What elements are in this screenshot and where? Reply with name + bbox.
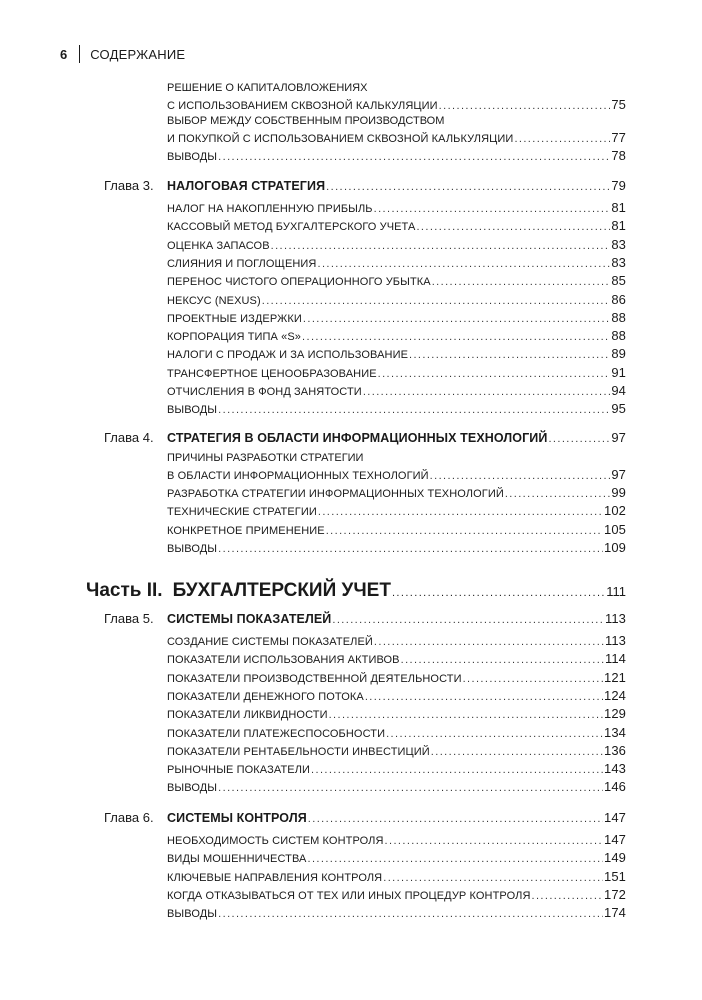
toc-entry-page: 105 — [604, 521, 626, 537]
leader-dots — [218, 908, 603, 920]
toc-entry[interactable] — [167, 383, 626, 398]
toc-entry-title: ВЫВОДЫ — [167, 542, 218, 555]
toc-entry[interactable] — [167, 905, 626, 920]
toc-entry-line1: РЕШЕНИЕ О КАПИТАЛОВЛОЖЕНИЯХ — [167, 82, 368, 94]
leader-dots — [392, 583, 605, 601]
toc-entry-page: 95 — [611, 401, 626, 417]
leader-dots — [326, 525, 603, 537]
toc-entry-page: 85 — [611, 273, 626, 289]
toc-entry-page: 88 — [611, 309, 626, 325]
toc-entry-title: РЫНОЧНЫЕ ПОКАЗАТЕЛИ — [167, 764, 311, 777]
part-title: БУХГАЛТЕРСКИЙ УЧЕТ — [172, 580, 391, 601]
leader-dots — [439, 100, 611, 112]
leader-dots — [463, 673, 603, 685]
toc-entry-title: СЛИЯНИЯ И ПОГЛОЩЕНИЯ — [167, 257, 317, 270]
toc-entry-page: 172 — [604, 886, 626, 902]
chapter-title: СИСТЕМЫ КОНТРОЛЯ — [167, 811, 307, 825]
toc-entry-page: 83 — [611, 236, 626, 252]
chapter-label: Глава 6. — [104, 810, 154, 825]
toc-entry[interactable] — [167, 237, 626, 252]
leader-dots — [262, 295, 611, 307]
toc-entry-title: ПОКАЗАТЕЛИ ПРОИЗВОДСТВЕННОЙ ДЕЯТЕЛЬНОСТИ — [167, 672, 462, 685]
toc-entry-title: ПОКАЗАТЕЛИ РЕНТАБЕЛЬНОСТИ ИНВЕСТИЦИЙ — [167, 745, 430, 758]
toc-entry-title: ПОКАЗАТЕЛИ ИСПОЛЬЗОВАНИЯ АКТИВОВ — [167, 654, 400, 667]
toc-entry-page: 113 — [604, 633, 626, 648]
toc-entry-page: 77 — [611, 130, 626, 145]
chapter-label: Глава 4. — [104, 430, 154, 445]
chapter-page: 79 — [611, 178, 626, 193]
toc-entry-page: 124 — [604, 687, 626, 703]
toc-entry-page: 97 — [611, 467, 626, 482]
toc-entry[interactable] — [167, 467, 626, 482]
toc-entry-line1: ПРИЧИНЫ РАЗРАБОТКИ СТРАТЕГИИ — [167, 452, 364, 464]
toc-entry[interactable] — [167, 761, 626, 776]
toc-entry[interactable] — [167, 148, 626, 163]
leader-dots — [365, 691, 603, 703]
toc-entry-page: 147 — [604, 832, 626, 847]
toc-entry[interactable] — [167, 365, 626, 380]
leader-dots — [308, 813, 603, 825]
toc-entry-page: 114 — [604, 651, 626, 667]
toc-entry-page: 89 — [611, 346, 626, 362]
leader-dots — [326, 181, 610, 193]
part-2-heading[interactable] — [86, 580, 626, 602]
toc-entry[interactable] — [167, 522, 626, 537]
toc-entry-page: 88 — [611, 328, 626, 344]
leader-dots — [409, 349, 610, 361]
toc-entry-title: КЛЮЧЕВЫЕ НАПРАВЛЕНИЯ КОНТРОЛЯ — [167, 871, 383, 884]
toc-entry-title: НАЛОГИ С ПРОДАЖ И ЗА ИСПОЛЬЗОВАНИЕ — [167, 349, 409, 362]
toc-entry-line1: ВЫБОР МЕЖДУ СОБСТВЕННЫМ ПРОИЗВОДСТВОМ — [167, 115, 445, 127]
toc-entry-title: НЕКСУС (NEXUS) — [167, 294, 261, 307]
part-label: Часть II. — [86, 580, 163, 601]
toc-entry-title: СОЗДАНИЕ СИСТЕМЫ ПОКАЗАТЕЛЕЙ — [167, 636, 373, 648]
leader-dots — [378, 368, 611, 380]
toc-entry-page: 136 — [604, 742, 626, 758]
toc-entry[interactable] — [167, 725, 626, 740]
running-header — [60, 44, 185, 64]
toc-entry-page: 102 — [604, 503, 626, 519]
toc-entry[interactable] — [167, 832, 626, 847]
toc-entry-page: 99 — [611, 485, 626, 500]
toc-entry[interactable] — [167, 292, 626, 307]
leader-dots — [548, 433, 610, 445]
toc-entry[interactable] — [167, 97, 626, 112]
chapter-title: НАЛОГОВАЯ СТРАТЕГИЯ — [167, 179, 326, 193]
chapter-page: 147 — [604, 810, 626, 825]
toc-entry-page: 83 — [611, 254, 626, 270]
toc-entry[interactable] — [167, 401, 626, 416]
leader-dots — [385, 835, 603, 847]
toc-entry-title: ПРОЕКТНЫЕ ИЗДЕРЖКИ — [167, 312, 302, 325]
leader-dots — [311, 764, 603, 776]
leader-dots — [431, 746, 603, 758]
toc-entry[interactable] — [167, 633, 626, 648]
toc-entry-page: 146 — [604, 779, 626, 795]
leader-dots — [218, 543, 603, 555]
toc-entry[interactable] — [167, 485, 626, 500]
chapter-title: СТРАТЕГИЯ В ОБЛАСТИ ИНФОРМАЦИОННЫХ ТЕХНОЛОГИЙ — [167, 431, 548, 445]
toc-entry[interactable] — [167, 743, 626, 758]
toc-entry-page: 81 — [611, 218, 626, 234]
chapter-page: 97 — [611, 430, 626, 445]
toc-entry[interactable] — [167, 779, 626, 794]
leader-dots — [386, 728, 603, 740]
toc-entry-page: 109 — [604, 539, 626, 555]
toc-entry-page: 174 — [604, 905, 626, 921]
toc-entry[interactable] — [167, 887, 626, 902]
toc-entry-title: ТЕХНИЧЕСКИЕ СТРАТЕГИИ — [167, 506, 317, 519]
toc-entry[interactable] — [167, 503, 626, 518]
leader-dots — [302, 331, 610, 343]
toc-entry-title: ВЫВОДЫ — [167, 151, 218, 163]
leader-dots — [432, 276, 611, 288]
toc-entry-page: 86 — [611, 291, 626, 307]
toc-entry[interactable] — [167, 670, 626, 685]
leader-dots — [218, 151, 610, 163]
toc-entry-title: ОЦЕНКА ЗАПАСОВ — [167, 239, 270, 252]
toc-entry-title: КОРПОРАЦИЯ ТИПА «S» — [167, 331, 302, 344]
toc-entry-page: 134 — [604, 724, 626, 740]
chapter-label: Глава 5. — [104, 611, 154, 626]
toc-entry[interactable] — [167, 130, 626, 145]
toc-entry[interactable] — [167, 310, 626, 325]
toc-entry-title: ПОКАЗАТЕЛИ ДЕНЕЖНОГО ПОТОКА — [167, 690, 364, 703]
toc-entry-page: 121 — [604, 669, 626, 685]
chapter-label: Глава 3. — [104, 178, 154, 193]
toc-entry[interactable] — [167, 255, 626, 270]
toc-entry-title: И ПОКУПКОЙ С ИСПОЛЬЗОВАНИЕМ СКВОЗНОЙ КАЛЬКУЛЯЦИИ — [167, 133, 514, 145]
leader-dots — [374, 203, 611, 215]
leader-dots — [505, 488, 610, 500]
toc-entry[interactable] — [167, 688, 626, 703]
toc-entry-title: ПЕРЕНОС ЧИСТОГО ОПЕРАЦИОННОГО УБЫТКА — [167, 276, 431, 289]
toc-entry-page: 129 — [604, 706, 626, 722]
chapter-page: 113 — [604, 611, 626, 626]
toc-entry-title: С ИСПОЛЬЗОВАНИЕМ СКВОЗНОЙ КАЛЬКУЛЯЦИИ — [167, 100, 438, 112]
leader-dots — [271, 240, 611, 252]
toc-entry-title: ПОКАЗАТЕЛИ ЛИКВИДНОСТИ — [167, 709, 328, 722]
toc-entry-title: ВИДЫ МОШЕННИЧЕСТВА — [167, 853, 307, 866]
toc-entry[interactable] — [167, 651, 626, 666]
toc-entry-title: РАЗРАБОТКА СТРАТЕГИИ ИНФОРМАЦИОННЫХ ТЕХНОЛОГИЙ — [167, 488, 504, 500]
leader-dots — [401, 654, 604, 666]
toc-entry-title: ВЫВОДЫ — [167, 404, 218, 417]
page-number: 6 — [60, 46, 68, 62]
toc-entry-title: ТРАНСФЕРТНОЕ ЦЕНООБРАЗОВАНИЕ — [167, 367, 377, 380]
toc-entry-title: ПОКАЗАТЕЛИ ПЛАТЕЖЕСПОСОБНОСТИ — [167, 727, 386, 740]
toc-entry[interactable] — [167, 346, 626, 361]
toc-entry[interactable] — [167, 850, 626, 865]
leader-dots — [416, 221, 610, 233]
toc-entry-page: 91 — [611, 364, 626, 380]
toc-entry-title: КОНКРЕТНОЕ ПРИМЕНЕНИЕ — [167, 524, 325, 537]
leader-dots — [308, 853, 604, 865]
toc-entry-title: ВЫВОДЫ — [167, 908, 218, 921]
chapter-title: СИСТЕМЫ ПОКАЗАТЕЛЕЙ — [167, 612, 332, 626]
toc-entry-page: 149 — [604, 850, 626, 866]
toc-entry[interactable] — [167, 200, 626, 215]
toc-entry-page: 94 — [611, 383, 626, 398]
toc-entry-page: 78 — [611, 148, 626, 163]
leader-dots — [218, 404, 610, 416]
toc-entry-title: НЕОБХОДИМОСТЬ СИСТЕМ КОНТРОЛЯ — [167, 835, 384, 847]
toc-entry-title: КАССОВЫЙ МЕТОД БУХГАЛТЕРСКОГО УЧЕТА — [167, 221, 416, 234]
toc-entry-page: 81 — [611, 200, 626, 215]
toc-entry[interactable] — [167, 218, 626, 233]
leader-dots — [329, 709, 603, 721]
toc-entry[interactable] — [167, 328, 626, 343]
toc-entry-title: ВЫВОДЫ — [167, 782, 218, 795]
header-divider — [79, 45, 80, 63]
toc-entry[interactable] — [167, 706, 626, 721]
toc-entry[interactable] — [167, 869, 626, 884]
leader-dots — [332, 614, 604, 626]
toc-entry-title: ОТЧИСЛЕНИЯ В ФОНД ЗАНЯТОСТИ — [167, 386, 362, 398]
toc-entry[interactable] — [167, 540, 626, 555]
leader-dots — [318, 506, 603, 518]
toc-entry-title: КОГДА ОТКАЗЫВАТЬСЯ ОТ ТЕХ ИЛИ ИНЫХ ПРОЦЕДУР КОНТРОЛЯ — [167, 889, 531, 902]
part-page: 111 — [606, 584, 626, 599]
leader-dots — [317, 258, 610, 270]
leader-dots — [514, 133, 610, 145]
leader-dots — [374, 636, 604, 648]
leader-dots — [383, 872, 603, 884]
leader-dots — [532, 890, 604, 902]
toc-entry-page: 75 — [611, 97, 626, 112]
running-title: СОДЕРЖАНИЕ — [90, 46, 186, 62]
leader-dots — [303, 313, 610, 325]
toc-entry[interactable] — [167, 273, 626, 288]
leader-dots — [430, 470, 611, 482]
leader-dots — [363, 386, 611, 398]
toc-entry-page: 151 — [604, 868, 626, 884]
leader-dots — [218, 782, 603, 794]
toc-entry-title: НАЛОГ НА НАКОПЛЕННУЮ ПРИБЫЛЬ — [167, 203, 373, 215]
toc-entry-title: В ОБЛАСТИ ИНФОРМАЦИОННЫХ ТЕХНОЛОГИЙ — [167, 470, 429, 482]
toc-entry-page: 143 — [604, 761, 626, 777]
